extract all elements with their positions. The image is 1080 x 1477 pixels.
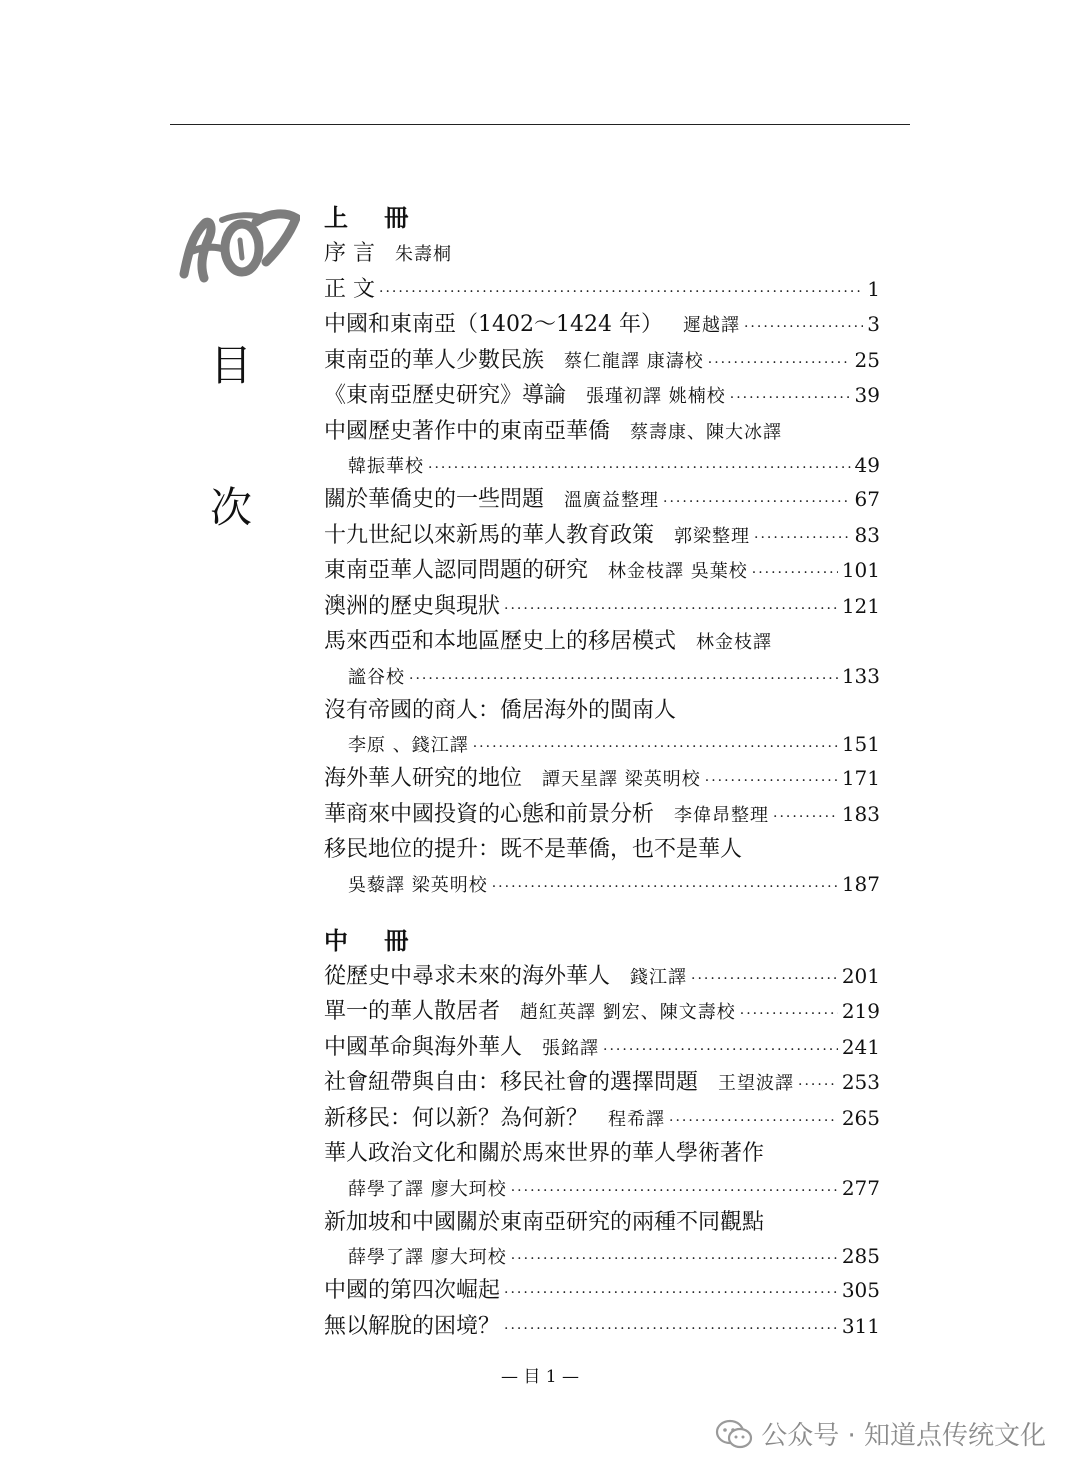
entry-page: 1 [867,276,880,301]
dot-leader [379,275,863,311]
entry-page: 311 [841,1313,880,1338]
dot-leader [504,592,838,628]
toc-entry [324,236,880,272]
toc-entry-continuation [324,1172,880,1205]
entry-title: 無以解脫的困境？ [324,1313,501,1339]
entry-author: 李原 、錢江譯 [348,735,469,756]
toc-entry [324,1030,880,1066]
dot-leader [511,1243,838,1276]
entry-title: 澳洲的歷史與現狀 [324,593,501,619]
entry-author: 薛學了譯 廖大珂校 [348,1178,507,1200]
dot-leader [730,381,851,417]
dot-leader [603,1033,838,1069]
entry-title: 新移民：何以新？為何新？ [324,1105,589,1131]
dot-leader [504,1276,838,1312]
toc-entry [324,832,880,868]
entry-title: 序 言 [324,241,375,266]
entry-page: 265 [841,1105,880,1130]
toc-entry-continuation [324,660,880,693]
toc-entry-continuation [324,868,880,901]
entry-author: 謐谷校 [348,666,405,688]
entry-author: 林金枝譯 [696,632,773,653]
toc-entry [324,959,880,995]
toc-entry-continuation [324,1240,880,1273]
toc-entry [324,624,880,660]
dot-leader [428,452,851,485]
entry-title: 華商來中國投資的心態和前景分析 [324,801,655,827]
entry-title: 單一的華人散居者 [324,999,501,1024]
dot-leader [492,871,838,904]
entry-page: 3 [867,312,880,336]
toc-entry [324,414,880,450]
entry-title: 中國的第四次崛起 [324,1278,501,1303]
entry-author: 韓振華校 [348,456,424,477]
dot-leader [669,1104,838,1140]
dot-leader [773,800,838,836]
entry-page: 133 [841,663,880,688]
entry-author: 李偉昂整理 [674,804,770,826]
entry-page: 277 [841,1175,880,1200]
entry-title: 沒有帝國的商人：僑居海外的閩南人 [324,697,677,723]
entry-title: 新加坡和中國關於東南亞研究的兩種不同觀點 [324,1209,765,1235]
dot-leader [511,1175,838,1208]
toc-entry [324,343,880,379]
table-of-contents [324,200,880,1344]
entry-title: 馬來西亞和本地區歷史上的移居模式 [324,629,677,654]
entry-title: 從歷史中尋求未來的海外華人 [324,963,611,989]
entry-title: 東南亞的華人少數民族 [324,347,545,373]
entry-title: 東南亞華人認同問題的研究 [324,558,589,583]
entry-page: 305 [841,1278,880,1302]
page-footer: — 目 1 — [500,1367,580,1387]
toc-entry [324,482,880,518]
toc-entry [324,693,880,729]
entry-page: 219 [841,999,880,1023]
toc-entry [324,553,880,589]
entry-page: 151 [841,732,880,756]
entry-author: 郭梁整理 [674,525,751,547]
entry-page: 253 [841,1070,880,1094]
entry-author: 林金枝譯 吳葉校 [608,561,748,582]
entry-title: 移民地位的提升：既不是華僑，也不是華人 [324,837,743,862]
entry-title: 正 文 [324,276,375,302]
watermark [715,1415,1046,1452]
entry-author: 張銘譯 [542,1037,600,1059]
toc-entry [324,994,880,1030]
watermark-text: 公众号 · 知道点传统文化 [761,1421,1046,1451]
entry-title: 海外華人研究的地位 [324,766,523,791]
entry-author: 張瑾初譯 姚楠校 [586,386,726,407]
entry-author: 薛學了譯 廖大珂校 [348,1247,507,1268]
dot-leader [473,731,838,764]
entry-author: 蔡仁龍譯 康濤校 [564,350,704,372]
entry-title: 中國和東南亞（1402～1424 年） [324,312,663,337]
toc-entry [324,518,880,554]
toc-entry [324,272,880,308]
entry-page: 67 [854,487,880,511]
volume-heading: 中 冊 [324,925,423,955]
dot-leader [752,556,838,592]
seal-calligraphy-icon [178,206,300,286]
toc-entry [324,761,880,797]
dot-leader [663,485,851,521]
dot-leader [740,997,838,1033]
header-rule [170,124,910,125]
entry-author: 吳藜譯 梁英明校 [348,874,488,896]
entry-page: 101 [841,558,880,582]
toc-entry-continuation [324,728,880,761]
entry-title: 中國歷史著作中的東南亞華僑 [324,418,611,444]
entry-page: 39 [854,383,880,407]
wechat-icon [715,1419,753,1449]
toc-entry [324,1101,880,1137]
entry-page: 201 [841,963,880,988]
dot-leader [708,346,851,382]
entry-author: 王望波譯 [718,1073,795,1094]
entry-title: 《東南亞歷史研究》導論 [324,383,567,408]
toc-entry [324,1309,880,1345]
dot-leader [754,521,851,557]
dot-leader [705,764,838,800]
dot-leader [409,663,838,696]
entry-title: 華人政治文化和關於馬來世界的華人學術著作 [324,1141,765,1166]
entry-page: 187 [841,871,880,896]
entry-author: 溫廣益整理 [564,490,660,511]
toc-entry-continuation [324,449,880,482]
entry-page: 171 [841,766,880,790]
toc-entry [324,1273,880,1309]
toc-entry [324,307,880,343]
entry-author: 趙紅英譯 劉宏、陳文壽校 [520,1002,736,1023]
toc-entry [324,1205,880,1241]
dot-leader [744,310,863,346]
entry-author: 程希譯 [608,1108,666,1130]
toc-entry [324,797,880,833]
dot-leader [798,1068,838,1104]
toc-entry [324,1136,880,1172]
entry-page: 241 [841,1034,880,1059]
entry-page: 121 [841,593,880,618]
entry-author: 朱壽桐 [395,244,452,265]
entry-author: 遲越譯 [682,315,740,336]
entry-title: 十九世紀以來新馬的華人教育政策 [324,522,655,548]
entry-page: 49 [854,453,880,477]
entry-author: 錢江譯 [630,966,688,988]
entry-author: 譚天星譯 梁英明校 [542,769,701,790]
entry-author: 蔡壽康、陳大冰譯 [630,421,783,443]
toc-entry [324,378,880,414]
entry-page: 285 [841,1244,880,1268]
dot-leader [504,1312,838,1348]
entry-page: 183 [841,801,880,826]
entry-page: 83 [854,522,880,547]
volume-heading: 上 冊 [324,203,423,232]
entry-page: 25 [854,347,880,372]
entry-title: 社會紐帶與自由：移民社會的選擇問題 [324,1070,699,1095]
side-title-char-ci: 次 [210,483,253,532]
toc-entry [324,1065,880,1101]
entry-title: 關於華僑史的一些問題 [324,487,545,512]
entry-title: 中國革命與海外華人 [324,1034,523,1060]
side-title-char-mu: 目 [210,341,253,390]
dot-leader [691,962,838,998]
toc-entry [324,589,880,625]
